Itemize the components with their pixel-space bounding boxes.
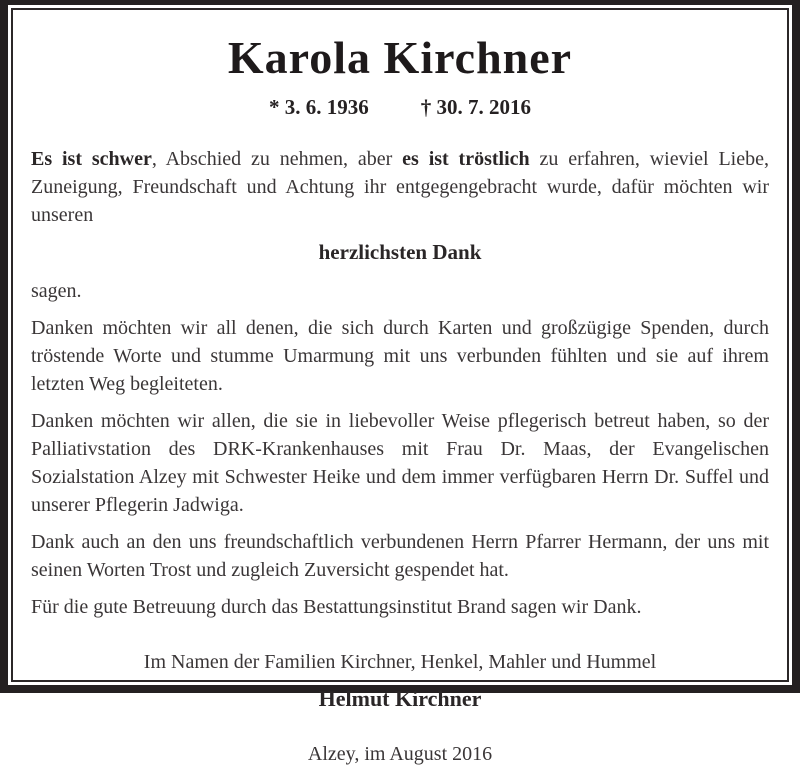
intro-paragraph — [31, 145, 769, 229]
thanks-heading: herzlichsten Dank — [318, 240, 482, 265]
frame-gap — [8, 5, 792, 766]
intro-text-2: zu erfahren, wieviel Liebe, Zuneigung, Freundschaft und Achtung ihr entgegengebracht wurde, dafür möchten wir unseren — [31, 148, 769, 227]
paragraph-pastor: Dank auch an den uns freundschaftlich verbundenen Herrn Pfarrer Hermann, der uns mit seinen Worten Trost und zugleich Zuversicht gespendet hat. — [31, 531, 769, 582]
sagen-line: sagen. — [31, 280, 82, 303]
deceased-name: Karola Kirchner — [227, 32, 573, 83]
life-dates — [31, 95, 769, 120]
family-line: Im Namen der Familien Kirchner, Henkel, Mahler und Hummel — [143, 651, 657, 674]
death-date: † 30. 7. 2016 — [420, 95, 531, 120]
intro-text-1: , Abschied zu nehmen, aber — [151, 148, 403, 171]
obituary-body — [31, 145, 769, 621]
paragraph-donors: Danken möchten wir all denen, die sich durch Karten und großzügige Spenden, durch tröstende Worte und stumme Umarmung mit uns verbunden fühlten und sie auf ihrem letzten Weg begleiteten. — [31, 317, 769, 396]
obituary-footer — [31, 651, 769, 766]
birth-date: * 3. 6. 1936 — [269, 95, 369, 120]
paragraph-caregivers: Danken möchten wir allen, die sie in liebevoller Weise pflegerisch betreut haben, so der Palliativstation des DRK-Krankenhauses mit Frau Dr. Maas, der Evangelischen Sozialstation Alzey mit Schwester Heike und dem immer verfügbaren Herrn Dr. Suffel und unserer Pflegerin Jadwiga. — [31, 410, 769, 517]
obituary-card — [11, 8, 789, 766]
signature-name: Helmut Kirchner — [318, 686, 482, 712]
intro-bold-2: es ist tröstlich — [402, 148, 530, 171]
place-date: Alzey, im August 2016 — [307, 743, 493, 766]
paragraph-funeral-home: Für die gute Betreuung durch das Bestattungsinstitut Brand sagen wir Dank. — [31, 596, 642, 619]
intro-bold-1: Es ist schwer — [31, 148, 152, 171]
